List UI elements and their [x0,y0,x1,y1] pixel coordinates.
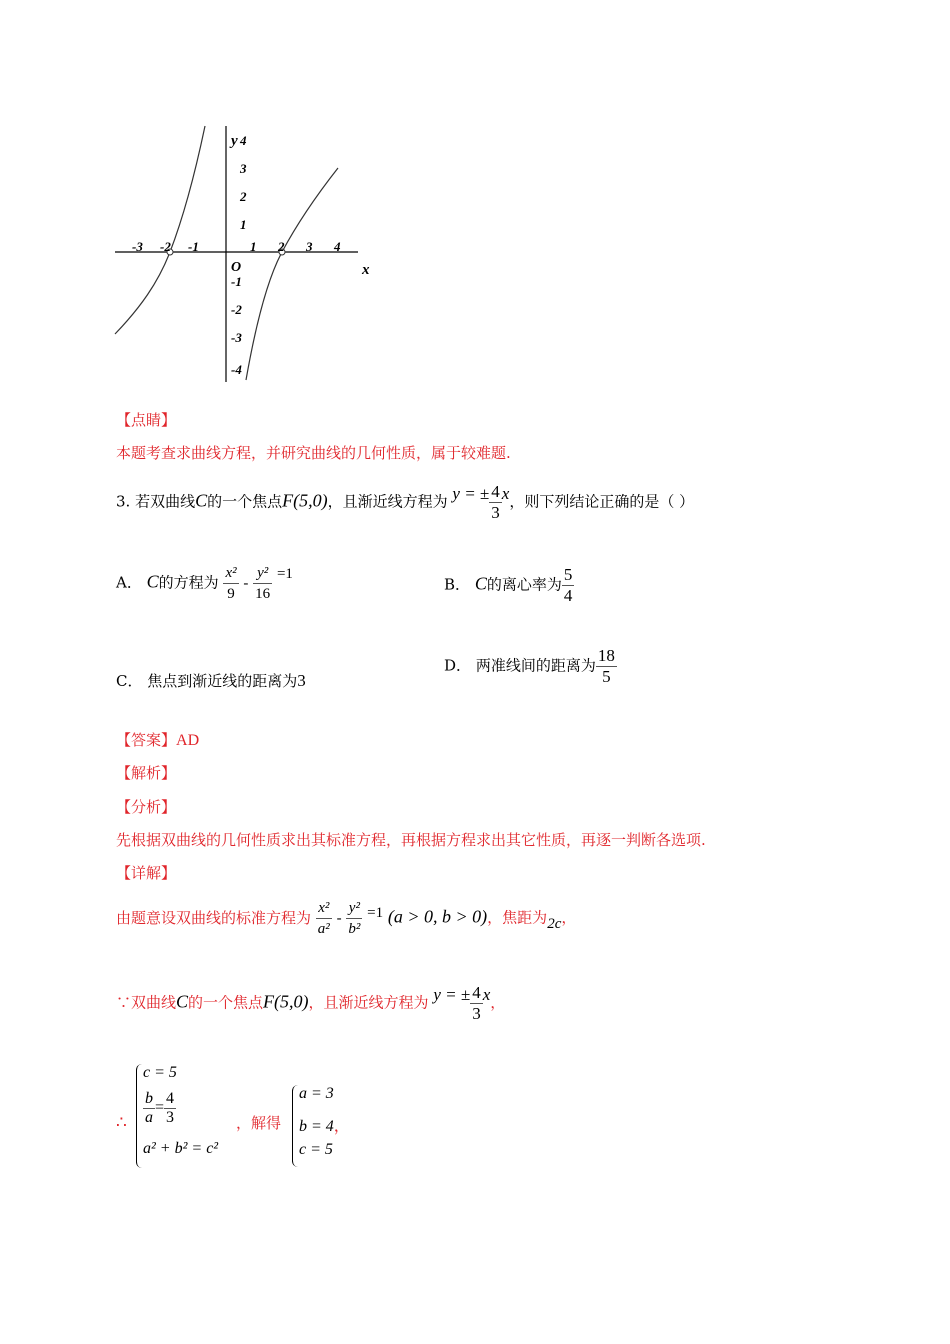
x-tick-1: 1 [250,239,257,254]
x-axis-label: x [362,262,370,278]
comment-text: 本题考查求曲线方程，并研究曲线的几何性质，属于较难题. [116,444,511,462]
sys1-frac-43 [164,1090,176,1127]
detail-label: 【详解】 [116,864,177,882]
analysis-label: 【解析】 [116,764,177,782]
y-tick-neg2: -2 [231,302,242,317]
option-b-frac [562,565,575,606]
x-tick-2: 2 [278,239,285,254]
option-a-y2: y² [253,563,272,584]
option-d-frac [596,646,617,687]
option-b-den: 4 [563,586,573,605]
x-tick-neg2: -2 [160,239,171,254]
option-a-minus: - [243,575,249,592]
question-3 [116,482,694,523]
d2-c: C [176,991,189,1012]
question-asym-den: 3 [491,503,500,522]
question-asym-num: 4 [491,482,500,501]
sys2-row2 [299,1113,350,1141]
option-b-num: 5 [563,565,573,584]
option-c-label: C． [116,672,143,690]
detail-line-2 [116,983,505,1024]
sys1-4: 4 [166,1090,175,1107]
option-a-eq: =1 [276,565,293,582]
d2-asym-frac [470,983,483,1024]
option-a-c: C [146,571,159,592]
sys2-row2-text: b = 4 [299,1118,334,1135]
y-tick-neg3: -3 [231,330,242,345]
option-b-text: 的离心率为 [486,575,562,594]
option-a-frac-x [223,563,238,604]
option-b-c: C [474,573,487,594]
d2-num: 4 [472,983,481,1002]
option-b[interactable] [444,565,574,606]
x-tick-4: 4 [334,239,341,254]
sys1-row1: c = 5 [143,1064,177,1081]
y-tick-4: 4 [240,133,247,148]
answer-line [116,730,199,751]
d1-frac-x [316,898,332,939]
sys2-row3: c = 5 [299,1141,333,1158]
option-c-value: 3 [297,671,306,690]
d1-x2: x² [316,898,332,919]
origin-label: O [231,260,242,275]
sys1-row3: a² + b² = c² [143,1140,219,1157]
sys1-eq: = [155,1099,165,1117]
right-branch-curve [246,168,338,380]
fenxi-label: 【分析】 [116,798,177,816]
d2-asym-lhs: y = ± [433,984,471,1004]
question-mid1: 的一个焦点 [207,492,283,511]
system-2 [299,1085,350,1169]
d1-frac-y [346,898,362,939]
answer-label: 【答案】 [116,731,177,749]
d2-because: ∵双曲线 [116,993,177,1012]
question-asym-lhs: y = ± [452,483,490,503]
option-d-den: 5 [602,667,611,686]
d3-therefore: ∴ [116,1113,127,1133]
d2-focus: F(5,0) [263,991,309,1012]
left-branch-curve [115,126,205,334]
x-tick-neg3: -3 [132,239,143,254]
option-a-label: A． [116,573,142,592]
sys2-row1: a = 3 [299,1085,334,1102]
sys2-end: ， [333,1116,350,1135]
option-c[interactable] [116,671,306,691]
option-a-16: 16 [255,586,271,602]
sys1-frac-ba [143,1090,155,1127]
question-prefix: 3. 若双曲线 [116,492,196,511]
d2-mid1: 的一个焦点 [188,993,264,1012]
x-tick-neg1: -1 [188,239,199,254]
question-asym-frac [489,482,502,523]
d1-cond: (a > 0, b > 0) [387,906,488,927]
option-a-9: 9 [227,586,235,602]
option-a[interactable] [116,563,293,604]
option-d-num: 18 [597,646,615,665]
x-tick-3: 3 [306,239,313,254]
sys1-3: 3 [166,1109,175,1126]
d1-minus: - [336,910,342,927]
y-axis-label: y [231,133,238,149]
comment-heading: 【点睛】 [116,411,177,429]
d2-x: x [482,984,491,1004]
question-c: C [195,490,208,511]
d2-den: 3 [472,1004,481,1023]
d1-text: 由题意设双曲线的标准方程为 [116,908,312,927]
d3-solve: ，解得 [236,1114,282,1132]
d2-mid2: ，且渐近线方程为 [308,993,429,1012]
option-d-text: 两准线间的距离为 [475,656,596,675]
y-tick-neg1: -1 [231,274,242,289]
system-2-brace [292,1085,299,1167]
fenxi-text: 先根据双曲线的几何性质求出其标准方程，再根据方程求出其它性质，再逐一判断各选项. [116,831,706,849]
y-tick-2: 2 [240,189,247,204]
sys1-a: a [145,1109,153,1126]
option-c-text: 焦点到渐近线的距离为 [147,672,298,690]
option-b-label: B． [444,575,471,594]
d1-eq: =1 [367,904,384,921]
question-suffix: ，则下列结论正确的是（ ） [509,492,695,511]
option-a-text: 的方程为 [158,573,219,592]
d1-a2: a² [317,921,330,937]
question-asym-x: x [501,483,510,503]
d1-end: ， [561,908,577,927]
question-mid2: ，且渐近线方程为 [327,492,448,511]
answer-value: AD [176,732,200,749]
option-a-frac-y [253,563,272,604]
d1-y2: y² [346,898,362,919]
d1-b2: b² [348,921,361,937]
d2-end: ， [490,993,506,1012]
y-tick-3: 3 [240,161,247,176]
system-1-brace [136,1064,143,1168]
system-1 [143,1064,218,1166]
option-d[interactable] [444,646,617,687]
d1-2c: 2c [547,915,562,932]
y-tick-1: 1 [240,217,247,232]
hyperbola-graph [110,118,380,388]
option-a-x2: x² [223,563,238,584]
sys1-b: b [145,1090,153,1107]
sys1-row2 [143,1090,218,1140]
y-tick-neg4: -4 [231,362,242,377]
d1-mid: ，焦距为 [487,908,548,927]
detail-line-1 [116,898,576,939]
question-focus: F(5,0) [282,490,328,511]
option-d-label: D． [444,656,472,675]
